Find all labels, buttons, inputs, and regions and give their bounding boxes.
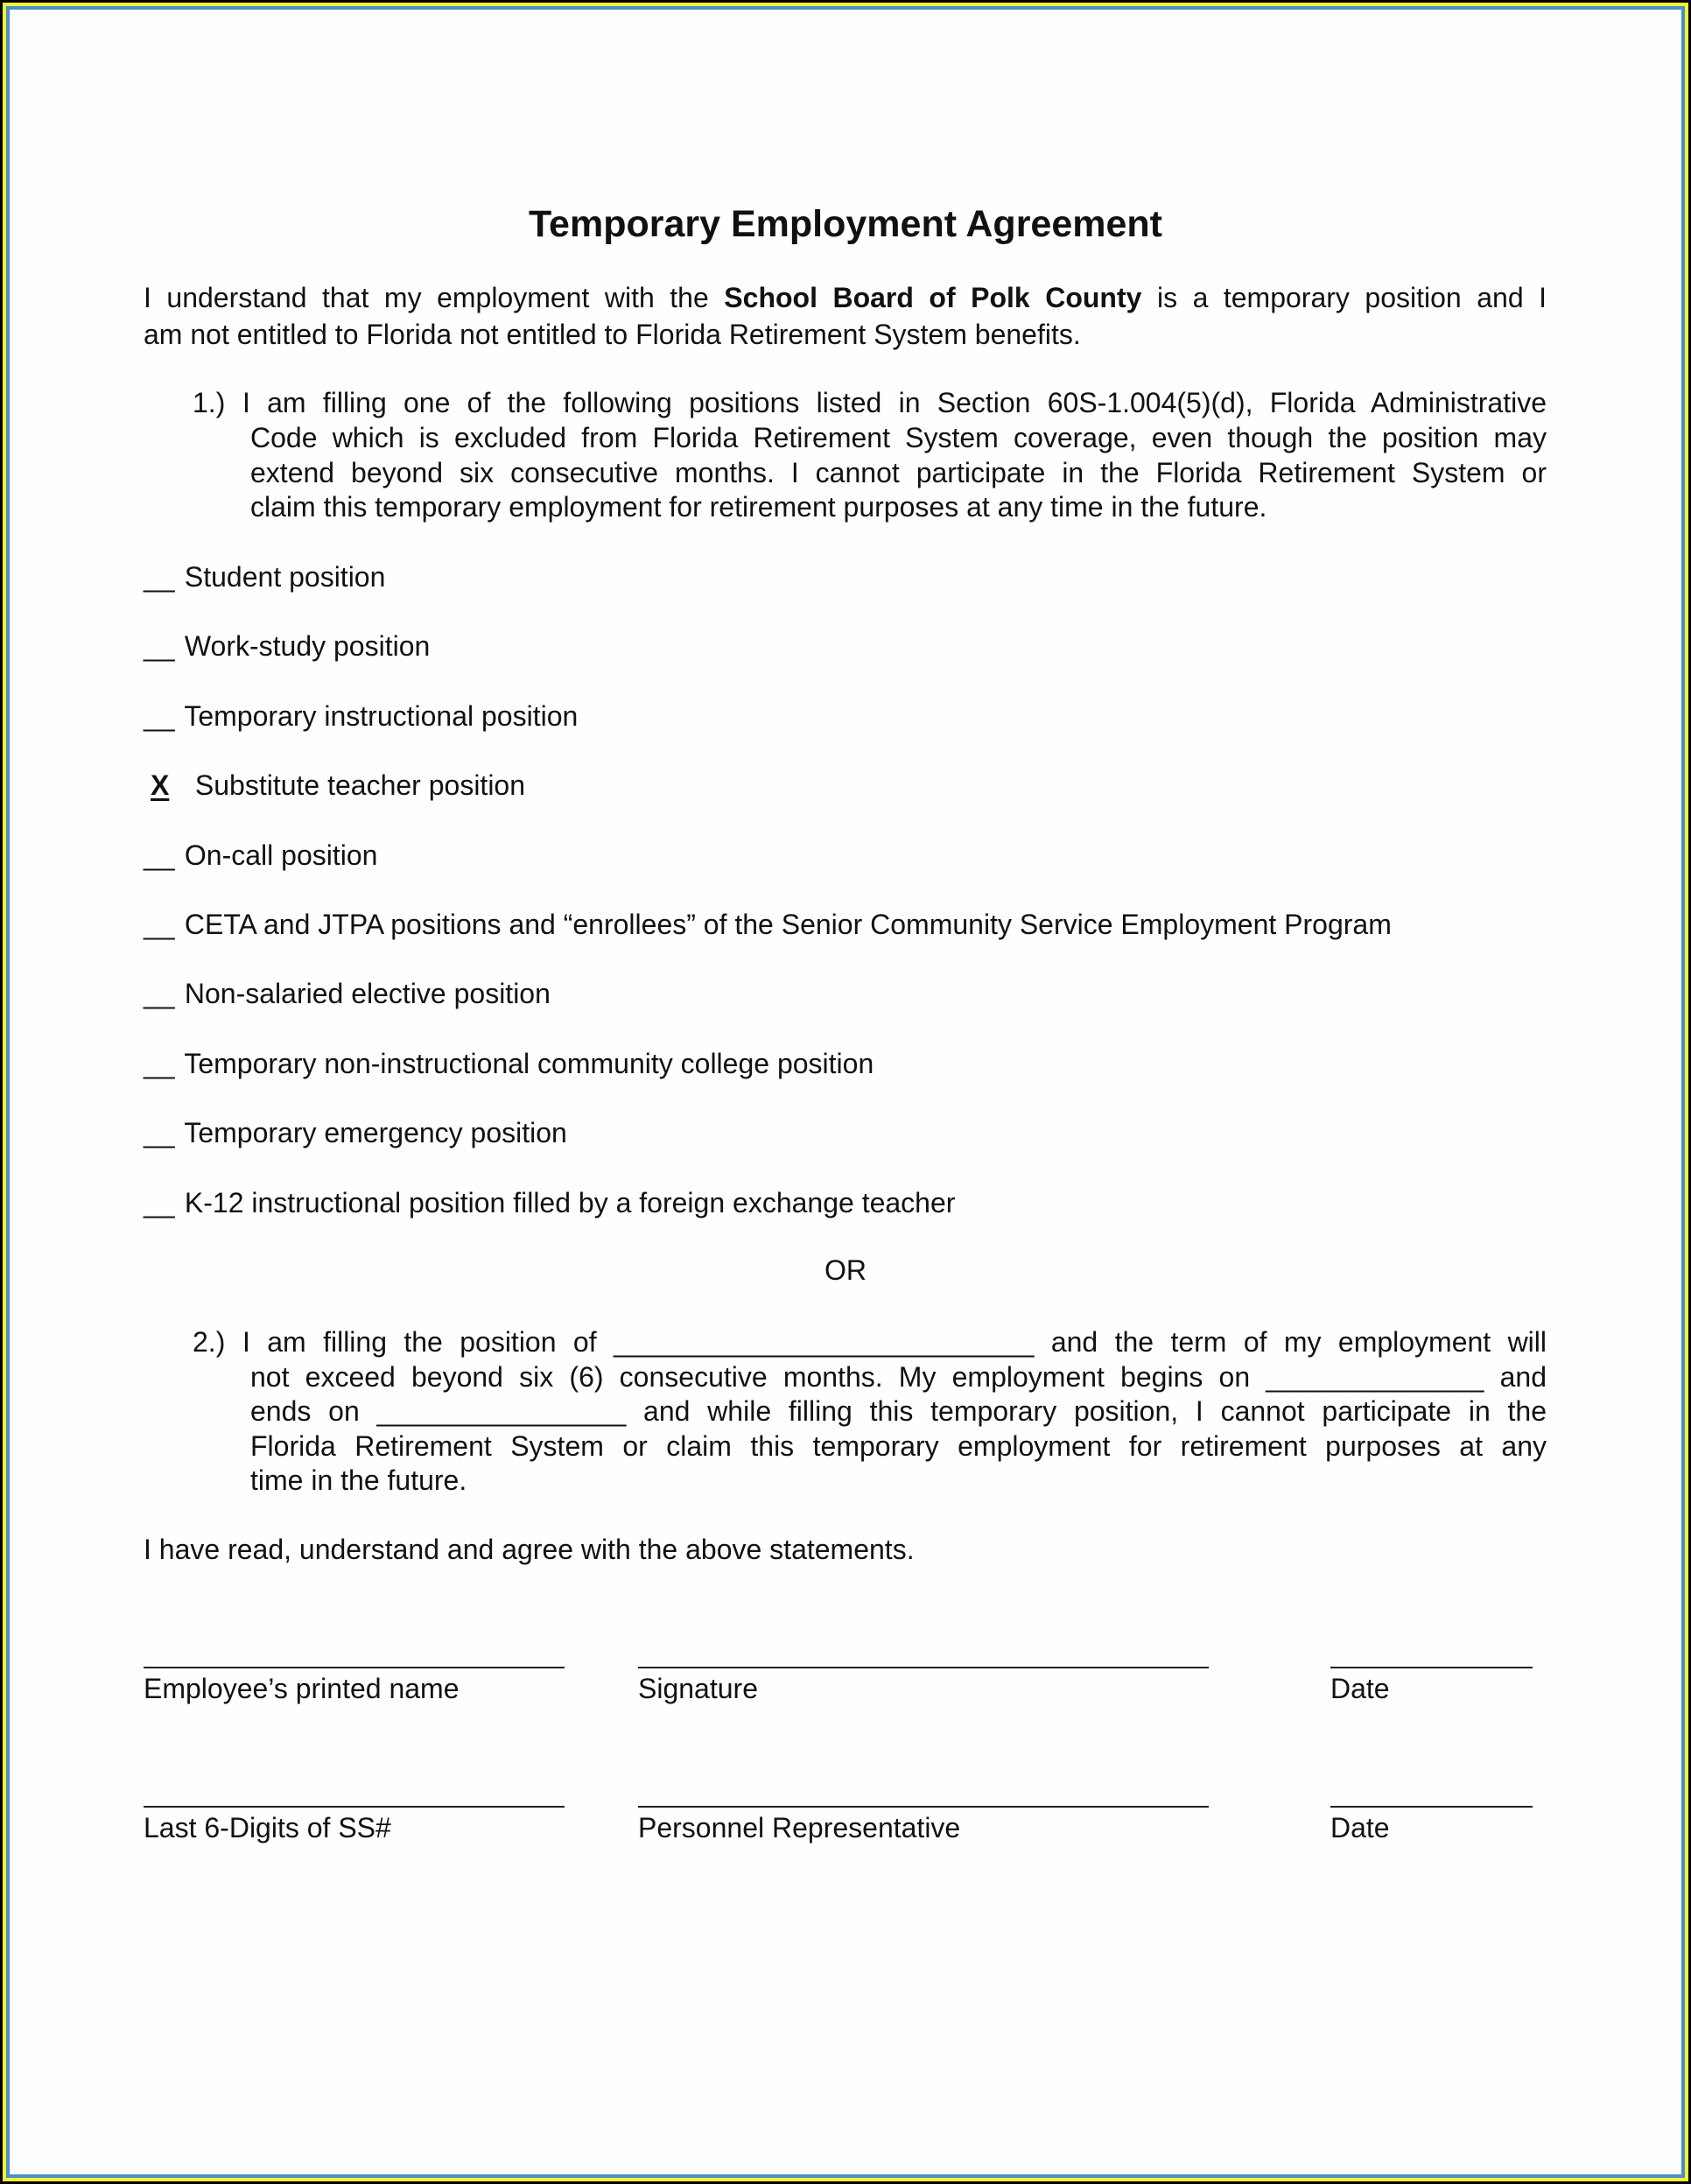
date-line[interactable]	[1330, 1667, 1533, 1668]
checked-mark[interactable]: X	[151, 769, 170, 802]
blank-mark[interactable]: __	[144, 561, 175, 593]
position-label: Substitute teacher position	[194, 769, 526, 802]
personnel-rep-label: Personnel Representative	[638, 1812, 961, 1843]
ssn-line[interactable]	[144, 1806, 565, 1808]
position-label: On-call position	[184, 839, 378, 871]
item2-line: Florida Retirement System or claim this temporary employment for retirement purposes at any	[250, 1430, 1547, 1462]
printed-name-label: Employee’s printed name	[144, 1673, 460, 1704]
position-label: Non-salaried elective position	[184, 978, 551, 1010]
ssn-label: Last 6-Digits of SS#	[144, 1812, 391, 1843]
blank-mark[interactable]: __	[144, 1047, 175, 1079]
document-title: Temporary Employment Agreement	[528, 203, 1162, 245]
signature-label: Signature	[638, 1673, 758, 1704]
item2-line: ends on ________________ and while filling this temporary position, I cannot participate in the	[250, 1395, 1547, 1427]
position-option[interactable]	[144, 559, 385, 594]
intro-text: is a temporary position and I	[1156, 282, 1547, 313]
position-label: Temporary emergency position	[184, 1117, 567, 1149]
item2-number: 2.)	[193, 1326, 226, 1358]
blank-mark[interactable]: __	[144, 1117, 175, 1149]
position-option[interactable]	[144, 1046, 874, 1081]
date-label: Date	[1330, 1673, 1390, 1704]
date-line[interactable]	[1330, 1806, 1533, 1808]
or-separator: OR	[824, 1254, 867, 1286]
blank-mark[interactable]: __	[144, 630, 175, 663]
position-label: Temporary instructional position	[184, 699, 579, 732]
intro-line-1	[144, 280, 1547, 315]
position-label: Temporary non-instructional community college position	[184, 1047, 874, 1079]
personnel-rep-line[interactable]	[638, 1806, 1209, 1808]
intro-line-2: am not entitled to Florida not entitled to Florida Retirement System benefits.	[144, 319, 1081, 350]
blank-mark[interactable]: __	[144, 699, 175, 732]
employer-name: School Board of Polk County	[724, 282, 1142, 313]
blank-mark[interactable]: __	[144, 1186, 175, 1218]
blank-mark[interactable]: __	[144, 978, 175, 1010]
item2-line: time in the future.	[250, 1464, 467, 1496]
agreement-statement: I have read, understand and agree with the above statements.	[144, 1534, 915, 1565]
position-option[interactable]	[144, 1185, 955, 1220]
position-option[interactable]	[144, 768, 525, 803]
position-option[interactable]	[144, 838, 377, 873]
position-label: Student position	[184, 561, 386, 593]
item1-line: claim this temporary employment for retirement purposes at any time in the future.	[250, 491, 1267, 523]
item2-line: I am filling the position of ___________________________ and the term of my employment will	[242, 1326, 1547, 1358]
date-label: Date	[1330, 1812, 1390, 1843]
intro-text: I understand that my employment with the	[144, 282, 709, 313]
item1-line: Code which is excluded from Florida Retirement System coverage, even though the position may	[250, 422, 1547, 453]
item2-line: not exceed beyond six (6) consecutive months. My employment begins on ______________ and	[250, 1361, 1547, 1393]
position-label: K-12 instructional position filled by a foreign exchange teacher	[184, 1186, 956, 1218]
printed-name-line[interactable]	[144, 1667, 565, 1668]
position-label: CETA and JTPA positions and “enrollees” of the Senior Community Service Employment Program	[184, 909, 1392, 940]
position-option[interactable]	[144, 699, 578, 734]
signature-line[interactable]	[638, 1667, 1209, 1668]
position-option[interactable]	[144, 907, 1392, 942]
item1-number: 1.)	[193, 387, 226, 418]
blank-mark[interactable]: __	[144, 839, 175, 871]
position-option[interactable]	[144, 629, 430, 664]
position-label: Work-study position	[184, 630, 431, 663]
item1-line: extend beyond six consecutive months. I cannot participate in the Florida Retirement System or	[250, 457, 1547, 488]
position-option[interactable]	[144, 976, 551, 1011]
item1-line: I am filling one of the following positions listed in Section 60S-1.004(5)(d), Florida Administrative	[242, 387, 1547, 418]
blank-mark[interactable]: __	[144, 909, 175, 940]
position-option[interactable]	[144, 1115, 567, 1150]
